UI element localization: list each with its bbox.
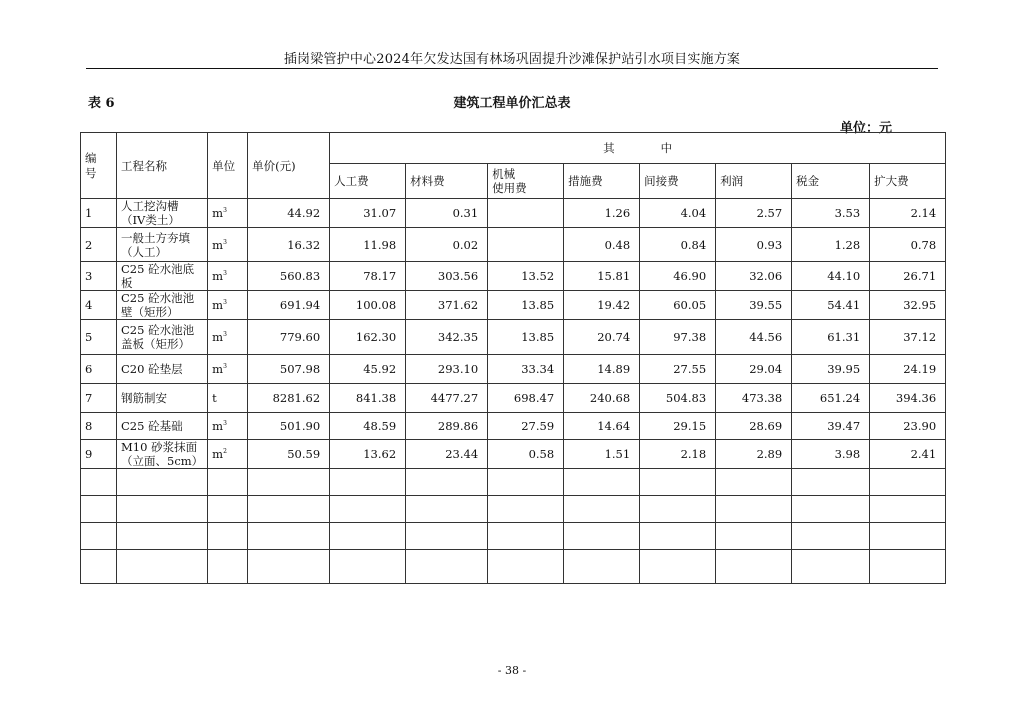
empty-cell <box>248 469 330 496</box>
cell-item-name <box>117 320 208 355</box>
cell-unit <box>208 355 248 384</box>
table-row <box>81 355 946 384</box>
header-rule <box>86 68 938 69</box>
item-name-line: （IV类土） <box>121 213 180 227</box>
empty-cell <box>564 523 640 550</box>
empty-table-row <box>81 550 946 584</box>
empty-cell <box>564 550 640 584</box>
cell-machine: 13.85 <box>488 320 564 355</box>
item-name-line: C25 砼基础 <box>121 419 183 433</box>
cell-material: 23.44 <box>406 440 488 469</box>
cell-measures: 15.81 <box>564 262 640 291</box>
empty-cell <box>716 496 792 523</box>
empty-cell <box>330 523 406 550</box>
cell-material: 0.31 <box>406 199 488 228</box>
cell-tax: 3.98 <box>792 440 870 469</box>
cell-measures: 19.42 <box>564 291 640 320</box>
table-row <box>81 199 946 228</box>
cell-machine: 27.59 <box>488 413 564 440</box>
cell-labor: 45.92 <box>330 355 406 384</box>
cell-price: 779.60 <box>248 320 330 355</box>
empty-cell <box>330 496 406 523</box>
item-name-line: 人工挖沟槽 <box>121 199 179 213</box>
empty-cell <box>208 550 248 584</box>
col-header-indirect: 间接费 <box>640 164 716 199</box>
unit-superscript: 3 <box>223 331 227 338</box>
empty-cell <box>248 550 330 584</box>
page-number: - 38 - <box>497 664 527 677</box>
cell-tax: 39.95 <box>792 355 870 384</box>
cell-unit <box>208 320 248 355</box>
cell-unit <box>208 262 248 291</box>
cell-machine: 13.52 <box>488 262 564 291</box>
cell-machine <box>488 228 564 262</box>
cell-measures: 1.26 <box>564 199 640 228</box>
cell-price: 691.94 <box>248 291 330 320</box>
table-row <box>81 291 946 320</box>
empty-cell <box>208 523 248 550</box>
cell-measures: 14.64 <box>564 413 640 440</box>
item-name-line: C25 砼水池池 <box>121 323 195 337</box>
empty-cell <box>564 496 640 523</box>
item-name-line: 板 <box>121 276 133 290</box>
empty-cell <box>640 523 716 550</box>
cell-price: 50.59 <box>248 440 330 469</box>
empty-cell <box>792 550 870 584</box>
cell-item-name <box>117 355 208 384</box>
unit-base: m <box>212 447 224 461</box>
cell-expand: 2.14 <box>870 199 946 228</box>
cell-price: 560.83 <box>248 262 330 291</box>
cell-profit: 28.69 <box>716 413 792 440</box>
col-header-machine: 机械 使用费 <box>488 164 564 199</box>
cell-labor: 13.62 <box>330 440 406 469</box>
empty-cell <box>488 523 564 550</box>
cell-item-name <box>117 440 208 469</box>
item-name-line: M10 砂浆抹面 <box>121 440 198 454</box>
empty-cell <box>792 523 870 550</box>
cell-expand: 37.12 <box>870 320 946 355</box>
cell-profit: 0.93 <box>716 228 792 262</box>
cell-tax: 54.41 <box>792 291 870 320</box>
unit-base: t <box>212 391 217 405</box>
cell-measures: 14.89 <box>564 355 640 384</box>
unit-superscript: 3 <box>223 420 227 427</box>
cell-no: 4 <box>81 291 117 320</box>
cell-profit: 2.57 <box>716 199 792 228</box>
unit-note: 单位：元 <box>840 121 893 136</box>
cell-profit: 44.56 <box>716 320 792 355</box>
cell-tax: 651.24 <box>792 384 870 413</box>
unit-superscript: 3 <box>223 363 227 370</box>
cell-machine <box>488 199 564 228</box>
empty-cell <box>330 550 406 584</box>
empty-table-row <box>81 496 946 523</box>
unit-superscript: 3 <box>223 238 227 246</box>
cell-tax: 3.53 <box>792 199 870 228</box>
empty-cell <box>640 550 716 584</box>
cell-no: 2 <box>81 228 117 262</box>
cell-machine: 13.85 <box>488 291 564 320</box>
cell-measures: 1.51 <box>564 440 640 469</box>
empty-cell <box>716 469 792 496</box>
empty-cell <box>870 469 946 496</box>
empty-cell <box>208 496 248 523</box>
table-row <box>81 440 946 469</box>
unit-base: m <box>212 237 224 252</box>
item-name-line: 钢筋制安 <box>121 391 167 405</box>
empty-cell <box>640 496 716 523</box>
unit-base: m <box>212 269 224 283</box>
cell-machine: 698.47 <box>488 384 564 413</box>
unit-base: m <box>212 330 224 344</box>
empty-cell <box>117 496 208 523</box>
empty-cell <box>330 469 406 496</box>
cell-measures: 240.68 <box>564 384 640 413</box>
running-header: 插岗梁管护中心2024年欠发达国有林场巩固提升沙滩保护站引水项目实施方案 <box>283 52 741 67</box>
cell-price: 507.98 <box>248 355 330 384</box>
cell-labor: 841.38 <box>330 384 406 413</box>
cell-indirect: 4.04 <box>640 199 716 228</box>
cell-unit <box>208 199 248 228</box>
cell-indirect: 0.84 <box>640 228 716 262</box>
empty-cell <box>81 496 117 523</box>
cell-no: 7 <box>81 384 117 413</box>
cell-indirect: 60.05 <box>640 291 716 320</box>
cell-material: 371.62 <box>406 291 488 320</box>
cell-profit: 2.89 <box>716 440 792 469</box>
empty-cell <box>117 469 208 496</box>
empty-cell <box>81 550 117 584</box>
cell-expand: 24.19 <box>870 355 946 384</box>
cell-tax: 1.28 <box>792 228 870 262</box>
cell-no: 9 <box>81 440 117 469</box>
col-header-labor: 人工费 <box>330 164 406 199</box>
item-name-line: 一般土方夯填 <box>121 230 190 245</box>
cell-price: 16.32 <box>248 228 330 262</box>
empty-cell <box>248 496 330 523</box>
empty-table-row <box>81 523 946 550</box>
table-row <box>81 384 946 413</box>
cell-no: 6 <box>81 355 117 384</box>
cell-material: 4477.27 <box>406 384 488 413</box>
cell-item-name <box>117 199 208 228</box>
cell-profit: 473.38 <box>716 384 792 413</box>
cell-expand: 26.71 <box>870 262 946 291</box>
cell-measures: 0.48 <box>564 228 640 262</box>
cell-expand: 23.90 <box>870 413 946 440</box>
col-header-breakdown-group: 其 中 <box>330 133 946 164</box>
table-title: 建筑工程单价汇总表 <box>453 96 571 111</box>
cell-item-name <box>117 413 208 440</box>
empty-cell <box>792 469 870 496</box>
item-name-line: C25 砼水池池 <box>121 291 195 305</box>
cell-material: 289.86 <box>406 413 488 440</box>
cell-no: 8 <box>81 413 117 440</box>
item-name-line: （立面、5cm） <box>121 454 204 468</box>
cell-material: 293.10 <box>406 355 488 384</box>
table-row <box>81 262 946 291</box>
cell-unit <box>208 228 248 262</box>
item-name-line: C25 砼水池底 <box>121 262 195 276</box>
cell-tax: 61.31 <box>792 320 870 355</box>
empty-cell <box>406 496 488 523</box>
cell-labor: 100.08 <box>330 291 406 320</box>
col-header-unit: 单位 <box>208 133 248 199</box>
empty-cell <box>640 469 716 496</box>
header-row-1 <box>81 133 946 164</box>
cell-expand: 2.41 <box>870 440 946 469</box>
table-row <box>81 413 946 440</box>
cell-unit <box>208 413 248 440</box>
table-row <box>81 320 946 355</box>
cell-expand: 32.95 <box>870 291 946 320</box>
table-body <box>81 199 946 584</box>
item-name-line: （人工） <box>121 244 167 259</box>
cell-tax: 44.10 <box>792 262 870 291</box>
item-name-line: 壁（矩形） <box>121 305 179 319</box>
unit-superscript: 2 <box>223 448 227 455</box>
cell-labor: 162.30 <box>330 320 406 355</box>
col-header-no: 编 号 <box>81 133 117 199</box>
item-name-line: C20 砼垫层 <box>121 362 183 376</box>
table-row <box>81 228 946 262</box>
cell-no: 3 <box>81 262 117 291</box>
empty-cell <box>870 550 946 584</box>
item-name-line: 盖板（矩形） <box>121 337 190 351</box>
unit-base: m <box>212 362 224 376</box>
cell-machine: 33.34 <box>488 355 564 384</box>
col-header-expand: 扩大费 <box>870 164 946 199</box>
unit-base: m <box>212 298 224 312</box>
cell-item-name <box>117 384 208 413</box>
cell-indirect: 97.38 <box>640 320 716 355</box>
empty-cell <box>488 469 564 496</box>
cell-price: 501.90 <box>248 413 330 440</box>
cell-material: 303.56 <box>406 262 488 291</box>
empty-cell <box>117 523 208 550</box>
col-header-price: 单价(元) <box>248 133 330 199</box>
empty-cell <box>117 550 208 584</box>
empty-cell <box>406 523 488 550</box>
cell-labor: 78.17 <box>330 262 406 291</box>
cell-indirect: 504.83 <box>640 384 716 413</box>
empty-cell <box>81 523 117 550</box>
col-header-tax: 税金 <box>792 164 870 199</box>
empty-cell <box>870 496 946 523</box>
empty-cell <box>564 469 640 496</box>
cell-indirect: 46.90 <box>640 262 716 291</box>
unit-base: m <box>212 419 224 433</box>
cell-profit: 32.06 <box>716 262 792 291</box>
cell-labor: 11.98 <box>330 228 406 262</box>
empty-cell <box>488 550 564 584</box>
col-header-profit: 利润 <box>716 164 792 199</box>
cell-profit: 29.04 <box>716 355 792 384</box>
unit-superscript: 3 <box>223 207 227 214</box>
cell-indirect: 29.15 <box>640 413 716 440</box>
cell-profit: 39.55 <box>716 291 792 320</box>
empty-cell <box>792 496 870 523</box>
empty-table-row <box>81 469 946 496</box>
col-header-name: 工程名称 <box>117 133 208 199</box>
empty-cell <box>870 523 946 550</box>
col-header-material: 材料费 <box>406 164 488 199</box>
cell-item-name <box>117 228 208 262</box>
cell-unit <box>208 384 248 413</box>
empty-cell <box>208 469 248 496</box>
cell-unit <box>208 291 248 320</box>
cell-material: 0.02 <box>406 228 488 262</box>
cell-item-name <box>117 262 208 291</box>
cell-no: 1 <box>81 199 117 228</box>
cell-price: 44.92 <box>248 199 330 228</box>
empty-cell <box>248 523 330 550</box>
unit-base: m <box>212 206 224 220</box>
cell-machine: 0.58 <box>488 440 564 469</box>
unit-superscript: 3 <box>223 270 227 277</box>
table-number: 表 6 <box>88 96 115 111</box>
empty-cell <box>716 550 792 584</box>
empty-cell <box>406 469 488 496</box>
cell-item-name <box>117 291 208 320</box>
empty-cell <box>406 550 488 584</box>
empty-cell <box>81 469 117 496</box>
cell-tax: 39.47 <box>792 413 870 440</box>
cell-indirect: 2.18 <box>640 440 716 469</box>
empty-cell <box>488 496 564 523</box>
cell-expand: 0.78 <box>870 228 946 262</box>
cell-price: 8281.62 <box>248 384 330 413</box>
cell-expand: 394.36 <box>870 384 946 413</box>
price-summary-table-wrap <box>80 132 946 584</box>
cell-no: 5 <box>81 320 117 355</box>
empty-cell <box>716 523 792 550</box>
cell-unit <box>208 440 248 469</box>
cell-material: 342.35 <box>406 320 488 355</box>
unit-superscript: 3 <box>223 299 227 306</box>
cell-labor: 31.07 <box>330 199 406 228</box>
cell-measures: 20.74 <box>564 320 640 355</box>
price-summary-table <box>80 132 946 584</box>
cell-indirect: 27.55 <box>640 355 716 384</box>
col-header-measures: 措施费 <box>564 164 640 199</box>
cell-labor: 48.59 <box>330 413 406 440</box>
